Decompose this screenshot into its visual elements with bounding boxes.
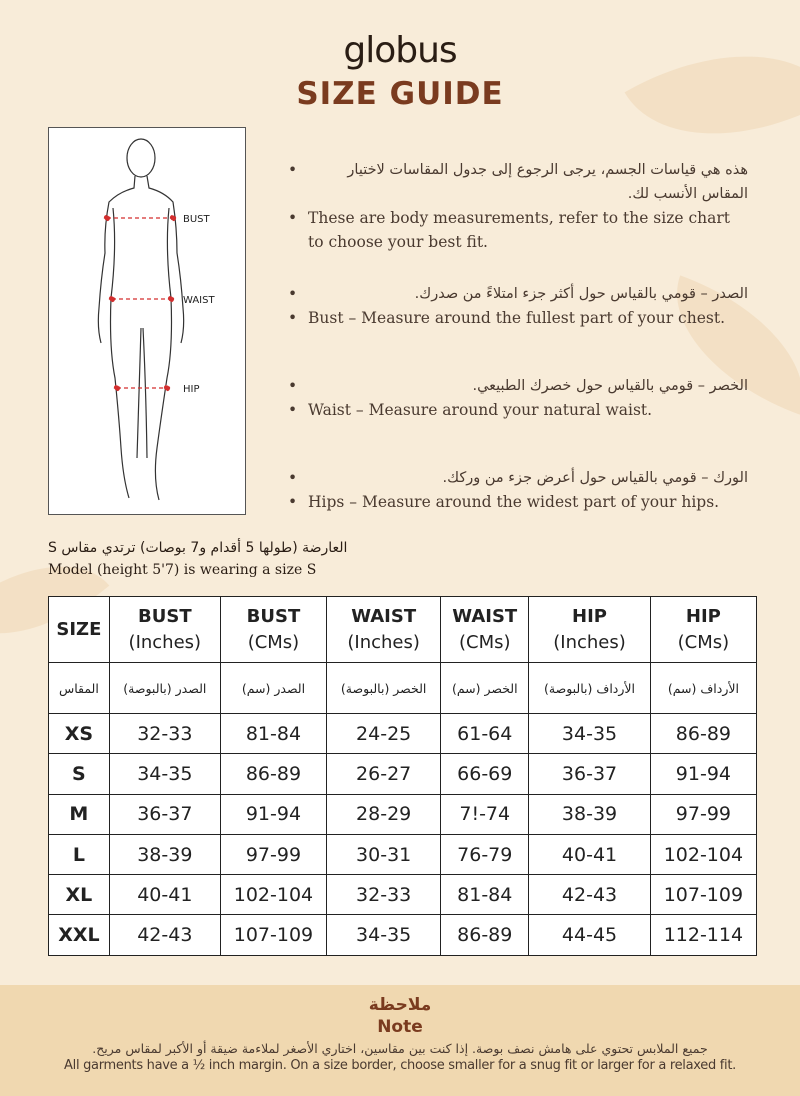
measurement-cell: 32-33 bbox=[327, 875, 441, 915]
header-unit: (CMs) bbox=[247, 631, 300, 653]
measurement-cell: 44-45 bbox=[529, 915, 651, 955]
bullet-arabic: الصدر – قومي بالقياس حول أكثر جزء امتلاءً من صدرك. bbox=[414, 286, 748, 302]
bullet-group-waist: • الخصر – قومي بالقياس حول خصرك الطبيعي. • Waist – Measure around your natural waist. bbox=[288, 374, 748, 422]
bullet-group-hip: • الورك – قومي بالقياس حول أعرض جزء من وركك. • Hips – Measure around the widest part of your hips. bbox=[288, 466, 748, 514]
column-header bbox=[327, 597, 441, 663]
note-title: Note bbox=[377, 1017, 423, 1037]
waist-label: WAIST bbox=[183, 295, 215, 306]
measurement-cell: 42-43 bbox=[109, 915, 220, 955]
measurement-cell: 28-29 bbox=[327, 794, 441, 834]
header-title: BUST bbox=[246, 605, 301, 627]
size-cell: M bbox=[49, 794, 110, 834]
column-header bbox=[441, 597, 529, 663]
note-title-arabic: ملاحظة bbox=[368, 995, 432, 1015]
column-header bbox=[529, 597, 651, 663]
size-cell: XL bbox=[49, 875, 110, 915]
measurement-cell: 34-35 bbox=[529, 714, 651, 754]
note-text: All garments have a ½ inch margin. On a size border, choose smaller for a snug fit or larger for a relaxed fit. bbox=[64, 1058, 736, 1073]
measurement-cell: 76-79 bbox=[441, 834, 529, 874]
measurement-cell: 7!-74 bbox=[441, 794, 529, 834]
column-header bbox=[109, 597, 220, 663]
bullet-arabic: الورك – قومي بالقياس حول أعرض جزء من وركك. bbox=[442, 470, 748, 486]
size-cell: L bbox=[49, 834, 110, 874]
measurement-cell: 102-104 bbox=[220, 875, 326, 915]
measurement-cell: 91-94 bbox=[220, 794, 326, 834]
table-row bbox=[49, 754, 757, 794]
measurement-cell: 36-37 bbox=[109, 794, 220, 834]
body-outline-icon bbox=[49, 128, 247, 516]
header-unit: (CMs) bbox=[677, 631, 730, 653]
size-cell: S bbox=[49, 754, 110, 794]
measurement-cell: 86-89 bbox=[220, 754, 326, 794]
bullet-english: Bust – Measure around the fullest part of your chest. bbox=[308, 309, 725, 327]
bullet-group-intro: • هذه هي قياسات الجسم، يرجى الرجوع إلى جدول المقاسات لاختيار المقاس الأنسب لك. • These are body measurements, refer to the size chart to choose your best fit. bbox=[288, 158, 748, 254]
measurement-cell: 66-69 bbox=[441, 754, 529, 794]
model-info-english: Model (height 5'7) is wearing a size S bbox=[48, 562, 317, 578]
model-info bbox=[48, 537, 347, 581]
arabic-column-header: المقاس bbox=[49, 663, 110, 714]
table-row bbox=[49, 794, 757, 834]
arabic-header-row bbox=[49, 663, 757, 714]
measurement-cell: 36-37 bbox=[529, 754, 651, 794]
measurement-cell: 61-64 bbox=[441, 714, 529, 754]
measurement-cell: 81-84 bbox=[220, 714, 326, 754]
measurement-cell: 38-39 bbox=[109, 834, 220, 874]
measurement-cell: 81-84 bbox=[441, 875, 529, 915]
measurement-cell: 86-89 bbox=[441, 915, 529, 955]
table-row bbox=[49, 915, 757, 955]
header-title: HIP bbox=[685, 605, 721, 627]
measurement-instructions bbox=[288, 158, 748, 542]
measurement-cell: 34-35 bbox=[109, 754, 220, 794]
measurement-cell: 34-35 bbox=[327, 915, 441, 955]
header-unit: (Inches) bbox=[128, 631, 202, 653]
bust-label: BUST bbox=[183, 214, 210, 225]
brand-logo: globus bbox=[343, 30, 457, 71]
arabic-column-header: الصدر (سم) bbox=[220, 663, 326, 714]
measurement-cell: 107-109 bbox=[650, 875, 756, 915]
measurement-cell: 42-43 bbox=[529, 875, 651, 915]
body-measurement-figure bbox=[48, 127, 246, 515]
table-row bbox=[49, 714, 757, 754]
measurement-cell: 40-41 bbox=[109, 875, 220, 915]
measurement-cell: 97-99 bbox=[650, 794, 756, 834]
note-text-arabic: جميع الملابس تحتوي على هامش نصف بوصة. إذا كنت بين مقاسين، اختاري الأصغر لملاءمة ضيقة أو الأكبر لمقاس مريح. bbox=[92, 1041, 708, 1056]
hip-label: HIP bbox=[183, 384, 200, 395]
table-row bbox=[49, 834, 757, 874]
measurement-cell: 86-89 bbox=[650, 714, 756, 754]
measurement-cell: 97-99 bbox=[220, 834, 326, 874]
bullet-english: Hips – Measure around the widest part of your hips. bbox=[308, 493, 720, 511]
arabic-column-header: الخصر (سم) bbox=[441, 663, 529, 714]
measurement-cell: 107-109 bbox=[220, 915, 326, 955]
size-chart-table bbox=[48, 596, 757, 956]
measurement-cell: 40-41 bbox=[529, 834, 651, 874]
arabic-column-header: الخصر (بالبوصة) bbox=[327, 663, 441, 714]
arabic-column-header: الصدر (بالبوصة) bbox=[109, 663, 220, 714]
measurement-cell: 24-25 bbox=[327, 714, 441, 754]
measurement-cell: 30-31 bbox=[327, 834, 441, 874]
arabic-column-header: الأرداف (بالبوصة) bbox=[529, 663, 651, 714]
model-info-arabic: العارضة (طولها 5 أقدام و7 بوصات) ترتدي مقاس S bbox=[48, 540, 348, 556]
measurement-cell: 102-104 bbox=[650, 834, 756, 874]
bullet-group-bust: • الصدر – قومي بالقياس حول أكثر جزء امتلاءً من صدرك. • Bust – Measure around the fullest part of your chest. bbox=[288, 282, 748, 330]
measurement-cell: 38-39 bbox=[529, 794, 651, 834]
note-section bbox=[0, 985, 800, 1096]
header-title: HIP bbox=[572, 605, 607, 627]
column-header bbox=[650, 597, 756, 663]
header-row bbox=[49, 597, 757, 663]
header-title: WAIST bbox=[351, 605, 417, 627]
header-title: WAIST bbox=[452, 605, 518, 627]
bullet-english: Waist – Measure around your natural waist. bbox=[308, 401, 653, 419]
measurement-cell: 112-114 bbox=[650, 915, 756, 955]
measurement-cell: 26-27 bbox=[327, 754, 441, 794]
header-title: BUST bbox=[138, 605, 192, 627]
header-title: SIZE bbox=[56, 618, 102, 640]
column-header bbox=[220, 597, 326, 663]
bullet-arabic: هذه هي قياسات الجسم، يرجى الرجوع إلى جدول المقاسات لاختيار المقاس الأنسب لك. bbox=[347, 162, 748, 202]
size-cell: XXL bbox=[49, 915, 110, 955]
table-row bbox=[49, 875, 757, 915]
column-header bbox=[49, 597, 110, 663]
header-unit: (Inches) bbox=[347, 631, 420, 653]
page-title: SIZE GUIDE bbox=[296, 76, 504, 112]
measurement-cell: 91-94 bbox=[650, 754, 756, 794]
bullet-english: These are body measurements, refer to the size chart to choose your best fit. bbox=[308, 209, 731, 251]
arabic-column-header: الأرداف (سم) bbox=[650, 663, 756, 714]
size-cell: XS bbox=[49, 714, 110, 754]
header-unit: (Inches) bbox=[553, 631, 626, 653]
measurement-cell: 32-33 bbox=[109, 714, 220, 754]
bullet-arabic: الخصر – قومي بالقياس حول خصرك الطبيعي. bbox=[472, 378, 748, 394]
header-unit: (CMs) bbox=[458, 631, 511, 653]
